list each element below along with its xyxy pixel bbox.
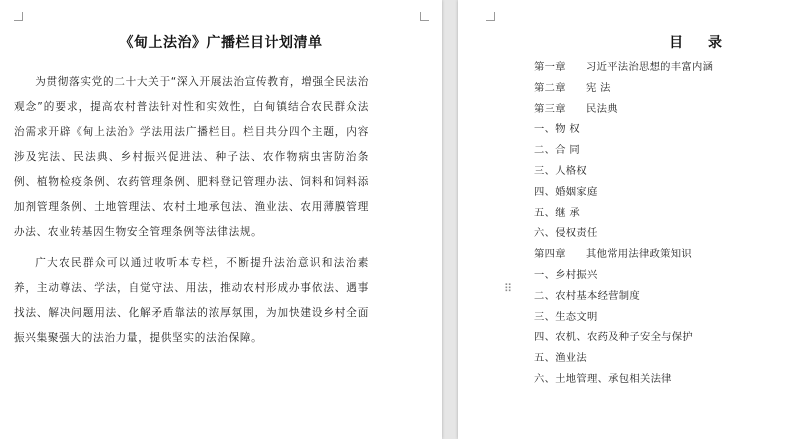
- toc-item-number: 四、: [534, 185, 556, 198]
- toc-item-text: 生态文明: [555, 310, 598, 323]
- toc-item-number: 三、: [534, 164, 556, 177]
- toc-section-item[interactable]: [534, 161, 713, 182]
- toc-section-item[interactable]: [534, 203, 713, 224]
- toc-item-number: 第四章: [534, 248, 566, 261]
- toc-item-text: 土地管理、承包相关法律: [555, 372, 672, 385]
- toc-item-text: 婚姻家庭: [555, 185, 598, 198]
- toc-section-item[interactable]: [534, 223, 713, 244]
- document-title[interactable]: 《甸上法治》广播栏目计划清单: [119, 35, 323, 51]
- toc-section-item[interactable]: [534, 265, 713, 286]
- toc-section-item[interactable]: [534, 327, 713, 348]
- body-paragraph-1[interactable]: 为贯彻落实党的二十大关于“深入开展法治宣传教育，增强全民法治观念”的要求，提高农村普法针对性和实效性，白甸镇结合农民群众法治需求开辟《甸上法治》学法用法广播栏目。栏目共分四个主题，内容涉及宪法、民法典、乡村振兴促进法、种子法、农作物病虫害防治条例、植物检疫条例、农药管理条例、肥料登记管理办法、饲料和饲料添加剂管理条例、土地管理法、农村土地承包法、渔业法、农用薄膜管理办法、农业转基因生物安全管理条例等法律法规。: [14, 75, 369, 238]
- toc-item-number: 四、: [534, 331, 556, 344]
- drag-handle-icon[interactable]: ⠿: [504, 282, 512, 295]
- toc-chapter-item[interactable]: [534, 78, 713, 99]
- toc-item-number: 二、: [534, 289, 556, 302]
- crop-mark-top-right: [420, 12, 429, 21]
- toc-item-text: 习近平法治思想的丰富内涵: [586, 61, 714, 73]
- toc-item-number: 五、: [534, 206, 556, 219]
- toc-item-text: 民法典: [586, 102, 618, 115]
- toc-item-number: 五、: [534, 352, 556, 365]
- table-of-contents: [534, 57, 713, 390]
- toc-title[interactable]: 目 录: [669, 35, 732, 51]
- crop-mark-top-left: [14, 12, 23, 21]
- toc-item-number: 第三章: [534, 102, 566, 115]
- toc-section-item[interactable]: [534, 140, 713, 161]
- toc-item-text: 宪 法: [586, 81, 611, 94]
- toc-item-text: 渔业法: [555, 352, 587, 365]
- toc-chapter-item[interactable]: [534, 244, 713, 265]
- toc-item-text: 其他常用法律政策知识: [586, 248, 692, 261]
- toc-item-number: 二、: [534, 144, 556, 157]
- toc-item-number: 第一章: [534, 61, 566, 73]
- toc-section-item[interactable]: [534, 307, 713, 328]
- toc-item-text: 农机、农药及种子安全与保护: [555, 331, 693, 344]
- toc-chapter-item[interactable]: [534, 57, 713, 78]
- toc-item-number: 三、: [534, 310, 556, 323]
- document-page-right: [458, 0, 800, 439]
- toc-chapter-item[interactable]: [534, 99, 713, 120]
- toc-item-text: 乡村振兴: [555, 268, 598, 281]
- toc-item-text: 人格权: [555, 164, 587, 177]
- toc-item-number: 六、: [534, 227, 556, 240]
- body-paragraph-2[interactable]: 广大农民群众可以通过收听本专栏，不断提升法治意识和法治素养，主动尊法、学法，自觉守法、用法，推动农村形成办事依法、遇事找法、解决问题用法、化解矛盾靠法的浓厚氛围，为加快建设乡村全面振兴集聚强大的法治力量，提供坚实的法治保障。: [14, 256, 369, 344]
- toc-item-text: 合 同: [555, 144, 580, 157]
- toc-section-item[interactable]: [534, 119, 713, 140]
- toc-item-number: 第二章: [534, 81, 566, 94]
- toc-item-number: 一、: [534, 268, 556, 281]
- crop-mark-top-left: [486, 12, 495, 21]
- toc-item-text: 继 承: [555, 206, 580, 219]
- toc-item-number: 六、: [534, 372, 556, 385]
- toc-section-item[interactable]: [534, 348, 713, 369]
- toc-section-item[interactable]: [534, 182, 713, 203]
- toc-item-number: 一、: [534, 123, 556, 136]
- toc-item-text: 物 权: [555, 123, 580, 136]
- toc-item-text: 侵权责任: [555, 227, 598, 240]
- toc-item-text: 农村基本经营制度: [555, 289, 640, 302]
- toc-section-item[interactable]: [534, 369, 713, 390]
- toc-section-item[interactable]: [534, 286, 713, 307]
